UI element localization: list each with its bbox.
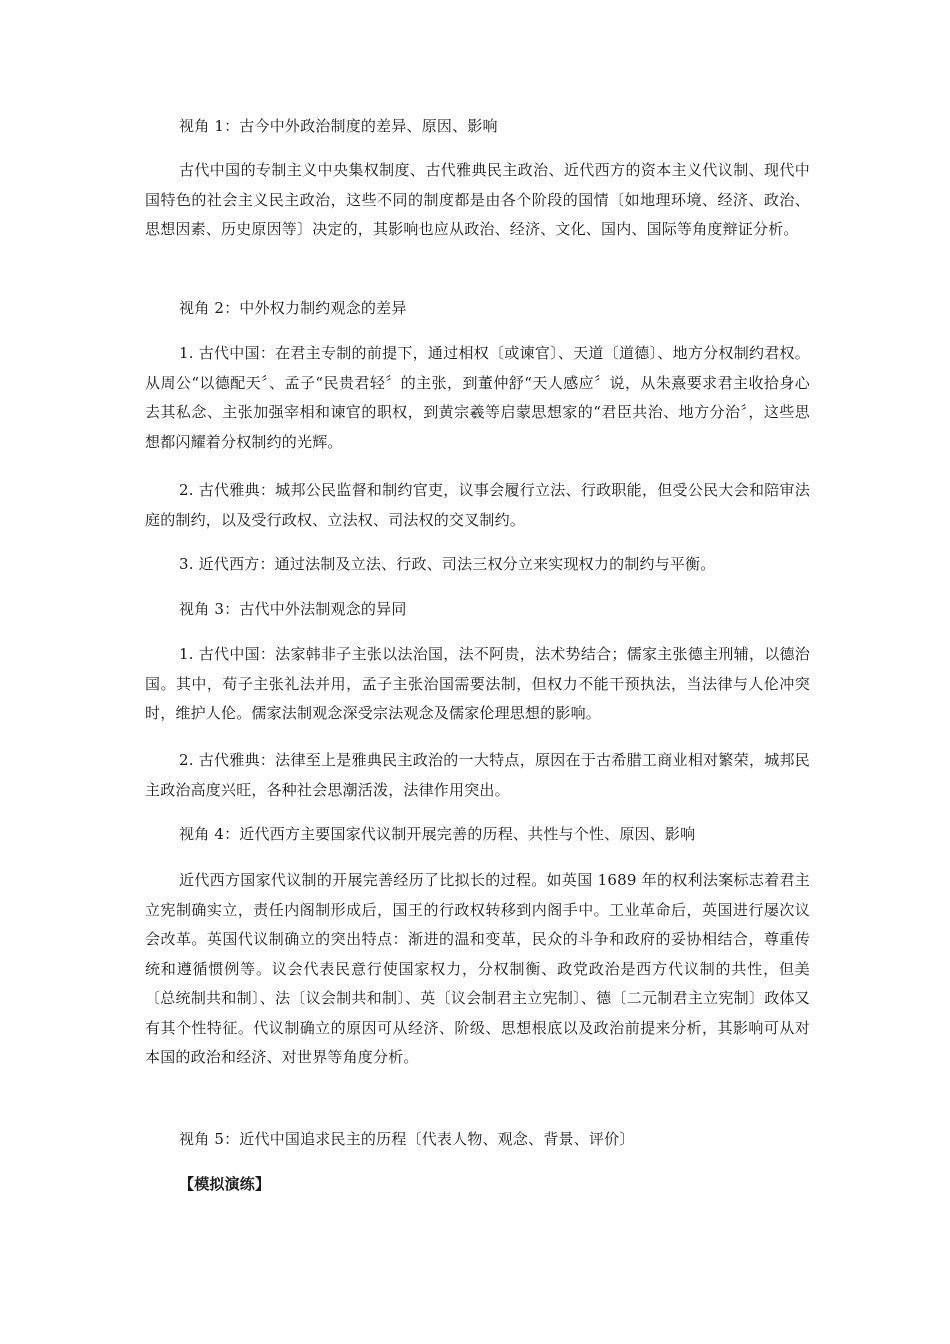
perspective-2-item-1: 1. 古代中国：在君主专制的前提下，通过相权〔或谏官〕、天道〔道德〕、地方分权制约君权。从周公“以德配天〞、孟子“民贵君轻〞的主张，到董仲舒“天人感应〞说，从朱熹要求君主收拾身心去其私念、主张加强宰相和谏官的职权，到黄宗羲等启蒙思想家的“君臣共治、地方分治〞，这些思想都闪耀着分权制约的光辉。 xyxy=(145,344,810,451)
exercise-heading: 【模拟演练】 xyxy=(179,1175,271,1193)
perspective-4-heading: 视角 4：近代西方主要国家代议制开展完善的历程、共性与个性、原因、影响 xyxy=(179,825,696,843)
perspective-3-heading: 视角 3：古代中外法制观念的异同 xyxy=(179,600,407,618)
perspective-5-heading: 视角 5：近代中国追求民主的历程〔代表人物、观念、背景、评价〕 xyxy=(179,1130,635,1148)
perspective-2-item-3: 3. 近代西方：通过法制及立法、行政、司法三权分立来实现权力的制约与平衡。 xyxy=(179,555,716,573)
perspective-3-item-1: 1. 古代中国：法家韩非子主张以法治国，法不阿贵，法术势结合；儒家主张德主刑辅，以德治国。其中，荀子主张礼法并用，孟子主张治国需要法制，但权力不能干预执法，当法律与人伦冲突时，维护人伦。儒家法制观念深受宗法观念及儒家伦理思想的影响。 xyxy=(145,645,810,722)
perspective-3-item-2: 2. 古代雅典：法律至上是雅典民主政治的一大特点，原因在于古希腊工商业相对繁荣，城邦民主政治高度兴旺，各种社会思潮活泼，法律作用突出。 xyxy=(145,751,810,799)
perspective-1-heading: 视角 1：古今中外政治制度的差异、原因、影响 xyxy=(179,117,498,135)
perspective-4-body: 近代西方国家代议制的开展完善经历了比拟长的过程。如英国 1689 年的权利法案标志着君主立宪制确实立，责任内阁制形成后，国王的行政权转移到内阁手中。工业革命后，英国进行屡次议会改革。英国代议制确立的突出特点：渐进的温和变革，民众的斗争和政府的妥协相结合，尊重传统和遵循惯例等。议会代表民意行使国家权力，分权制衡、政党政治是西方代议制的共性，但美〔总统制共和制〕、法〔议会制共和制〕、英〔议会制君主立宪制〕、德〔二元制君主立宪制〕政体又有其个性特征。代议制确立的原因可从经济、阶级、思想根底以及政治前提来分析，其影响可从对本国的政治和经济、对世界等角度分析。 xyxy=(145,871,810,1066)
perspective-2-heading: 视角 2：中外权力制约观念的差异 xyxy=(179,299,407,317)
perspective-1-body: 古代中国的专制主义中央集权制度、古代雅典民主政治、近代西方的资本主义代议制、现代中国特色的社会主义民主政治，这些不同的制度都是由各个阶段的国情〔如地理环境、经济、政治、思想因素、历史原因等〕决定的，其影响也应从政治、经济、文化、国内、国际等角度辩证分析。 xyxy=(145,161,810,238)
perspective-2-item-2: 2. 古代雅典：城邦公民监督和制约官吏，议事会履行立法、行政职能，但受公民大会和陪审法庭的制约，以及受行政权、立法权、司法权的交叉制约。 xyxy=(145,481,810,529)
